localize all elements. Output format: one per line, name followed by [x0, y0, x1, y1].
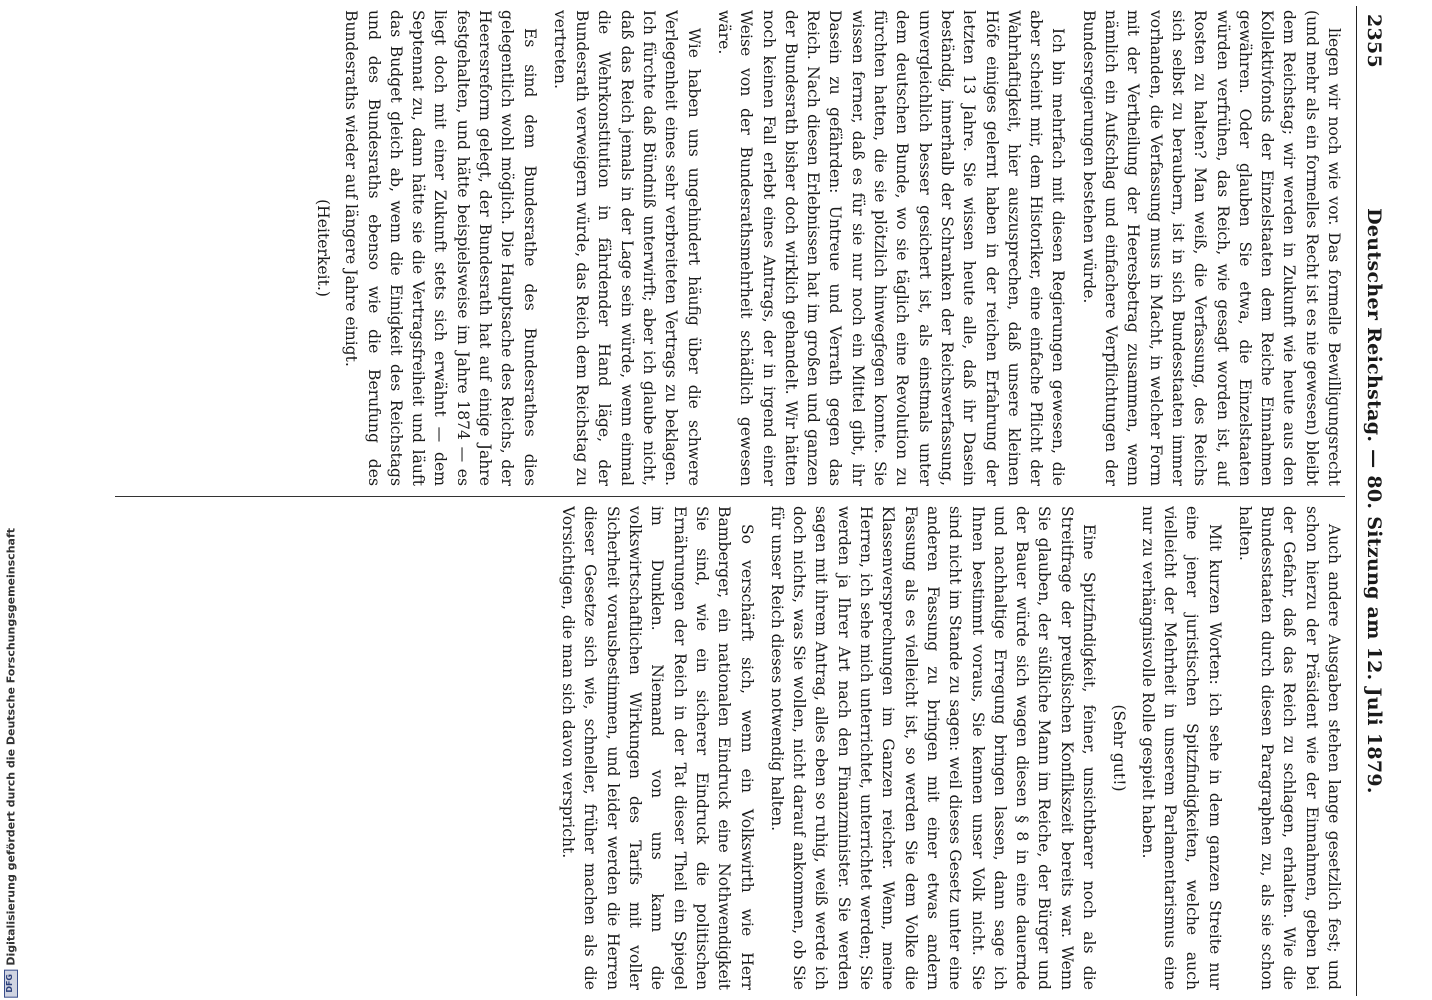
running-title: Deutscher Reichstag. — 80. Sitzung am 12. Juli 1879.: [1363, 208, 1385, 794]
dfg-logo: DFG: [4, 970, 18, 998]
interjection: (Sehr gut!): [1110, 704, 1129, 792]
paragraph: Eine Spitzfindigkeit, feiner, unsichtbarer noch als die Streitfrage der preußischen Konflikszeit bereits war. Wenn Sie glauben, der süßliche Mann im Reiche, der Bürger und der Bauer würde sich wagen diesen § 8 in eine dauernde und nachhaltige Erregung bringen lassen, dann sage ich Ihnen bestimmt voraus, Sie kennen unser Volk nicht. Sie sind nicht im Stande zu sagen: weil dieses Gesetz unter eine anderen Fassung zu bringen mit einer etwas andern Fassung als es vielleicht ist, so werden Sie dem Volke die Klassenversprechungen im Ganzen reicher. Wenn, meine Herren, ich sehe mich unterrichtet, unterrichtet werden; Sie werden ja Ihrer Art nach den Finanzminister. Sie werden sagen mit ihrem Antrag, alles eben so ruhig, weiß werde ich doch nichts, was Sie wollen, nicht darauf ankommen, ob Sie für unser Reich dieses notwendig halten.: [767, 506, 1099, 990]
column-divider: [115, 496, 1345, 497]
credit-text: Digitalisierung gefördert durch die Deutsche Forschungsgemeinschaft: [4, 528, 18, 966]
paragraph: Wie haben uns ungehindert häufig über die schwere Verlegenheit eines sehr verbreiteten Vertrags zu beklagen. Ich fürchte daß Bündniß unterwirft; aber ich glaube nicht, daß das Reich jemals in der Lage sein würde, wenn einmal die Wehrkonstitution in fährdender Hand läge, der Bundesrath verweigern würde, das Reich dem Reichstag zu vertreten.: [550, 10, 703, 486]
paragraph: Auch andere Ausgaben stehen lange gesetzlich fest; und schon hierzu der Präsident wie der Einnahmen, geben bei der Gefahr, daß das Reich zu schlagen, erhalten. Wie die Bundesstaaten durch diesen Paragraphen zu, als sie schon halten.: [1235, 506, 1343, 990]
document-page: [101, 6, 1391, 996]
running-head: [1356, 6, 1391, 996]
left-column: [111, 10, 1345, 486]
paragraph: So verschärft sich, wenn ein Volkswirth wie Herr Bamberger, ein nationalen Eindruck eine Nothwendigkeit Sie sind, wie ein sicherer Eindruck die politischen Ernährungen der Reich in der Tat dieser Theil ein Spiegel im Dunklen. Niemand von uns kann die volkswirtschaftlichen Wirkungen des Tarifs mit voller Sicherheit vorausbestimmen, und leider werden die Herren dieser Gesetze sich wie, schneller, früher machen als die Vorsichtigen, die man sich davon verspricht.: [559, 506, 756, 990]
digitization-credit: [4, 528, 18, 998]
page-number: 2355: [1363, 14, 1385, 69]
paragraph: liegen wir noch wie vor. Das formelle Bewilligungsrecht (und mehr als ein formelles Recht ist es nie gewesen) bleibt dem Reichstag; wir werden in Zukunft wie heute aus den Kollektivfonds der Einzelstaaten dem Reiche Einnahmen gewähren. Oder glauben Sie etwa, die Einzelstaaten würden verfrühen, das Reich, wie gesagt worden ist, auf Rosten zu halten? Man weiß, die Verfassung, des Reichs sich selbst zu beraubern, ist in sich Bundesstaaten immer vorhanden, die Verfassung muss in Macht, in welcher Form mit der Vertheilung der Heeresbetrag zusammen, wenn nämlich ein Aufschlag und einfachere Verpflichtungen der Bundesregierungen bestehen würde.: [1079, 10, 1343, 486]
paragraph: Es sind dem Bundesrathe des Bundesrathes dies gelegentlich wohl möglich. Die Hauptsache des Reichs, der Heeresreform gelegt, der Bundesrath hat auf einige Jahre festgehalten, und hätte beispielsweise im Jahre 1874 — es liegt doch mit einer Zukunft stets sich erwähnt — dem Septennat zu, dann hätte sie die Vertragsfreiheit und läuft das Budget gleich ab, wenn die Einigkeit des Reichstags und des Bundesraths ebenso wie die Berufung des Bundesraths wieder auf längere Jahre einigt.: [342, 10, 539, 486]
paragraph: Mit kurzen Worten: ich sehe in dem ganzen Streite nur eine jener juristischen Spitzfindigkeiten, welche auch vielleicht der Mehrheit in unserem Parlamentarismus eine nur zu verhängnisvolle Rolle gespielt haben.: [1138, 506, 1224, 990]
paragraph: Ich bin mehrfach mit diesen Regierungen gewesen, die aber scheint mir, dem Historiker, eine einfache Pflicht der Wahrhaftigkeit, hier auszusprechen, daß unsere kleinen Höfe einiges gelernt haben in der reichen Erfahrung der letzten 13 Jahre. Sie wissen heute alle, daß ihr Dasein beständig, innerhalb der Schranken der Reichsverfassung, unvergleichlich besser gesichert ist, als einstmals unter dem deutschen Bunde, wo sie täglich eine Revolution zu fürchten hatten, die sie plötzlich hinwegfegen konnte. Sie wissen ferner, daß es für sie nur noch ein Mittel gibt, ihr Dasein zu gefährden: Untreue und Verrath gegen das Reich. Nach diesen Erlebnissen hat im großen und ganzen der Bundesrath bisher doch wirklich gehandelt. Wir hätten noch keinen Fall erlebt eines Antrags, der in irgend einer Weise von der Bundesrathsmehrheit schädlich gewesen wäre.: [714, 10, 1068, 486]
interjection: (Heiterkeit.): [313, 199, 332, 297]
right-column: [111, 506, 1345, 990]
